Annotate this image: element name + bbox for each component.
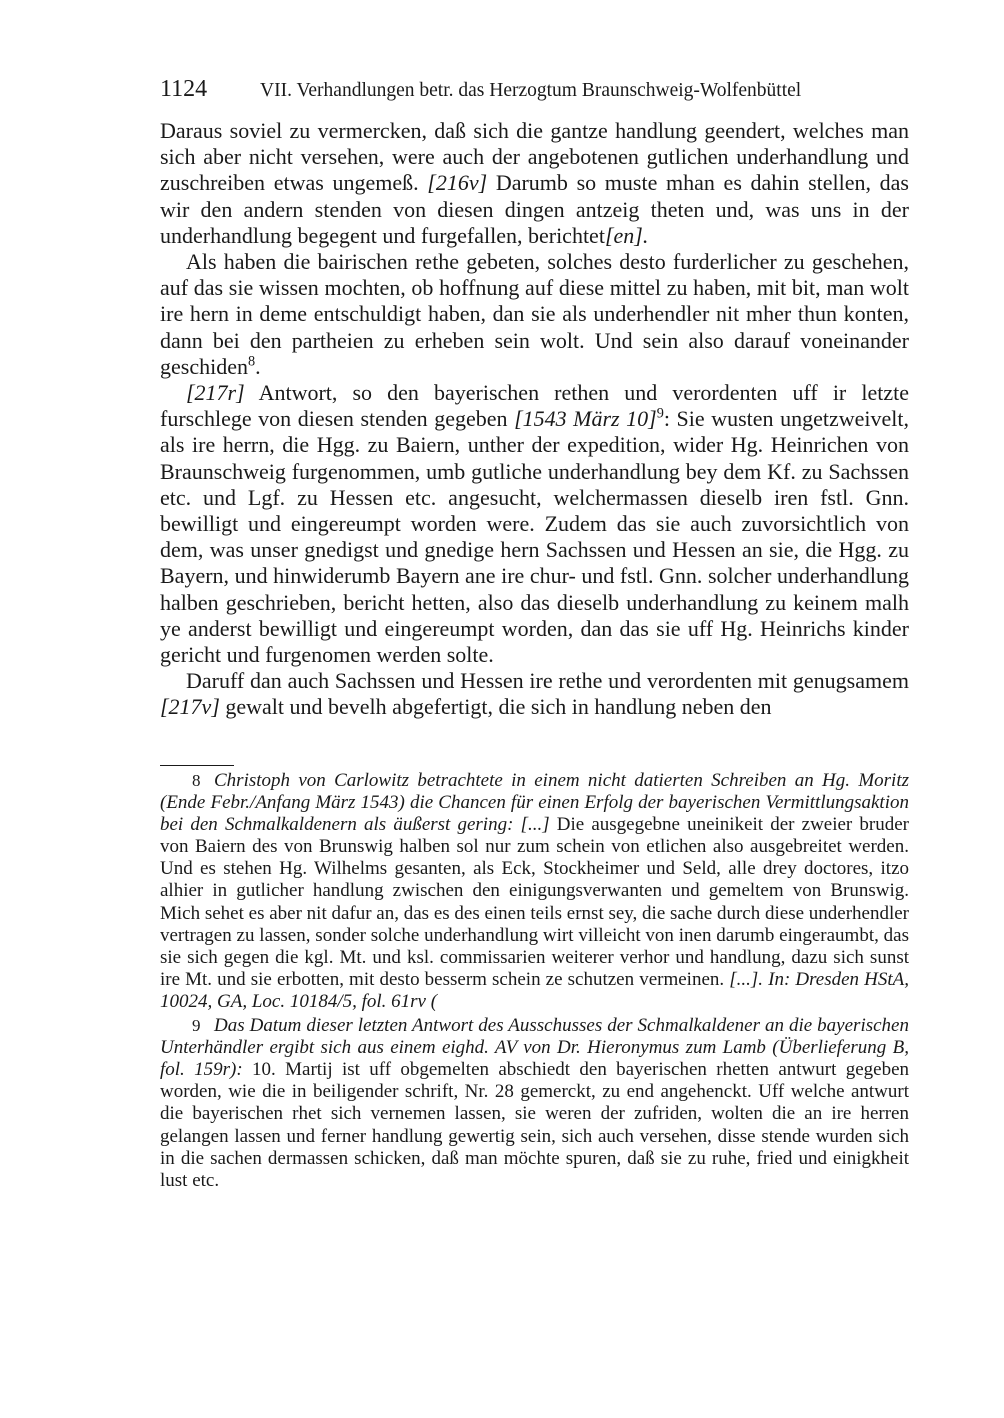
footnote-number: 9: [192, 1016, 201, 1036]
text-run: : Sie wusten ungetzweivelt, als ire herrn, die Hgg. zu Baiern, unther der expedition, wider Hg. Heinrichen von Braunschweig furgenommen, umb gutliche underhandlung bey dem Kf. zu Sachssen etc. und Lgf. zu Hessen etc. angesucht, welchermassen dieselb iren fstl. Gnn. bewilligt und eingereumpt worden were. Zudem das sie auch zuvorsichtlich von dem, was unser gnedigst und gnedige hern Sachssen und Hessen an sie, die Hgg. zu Bayern, und hinwiderumb Bayern ane ire chur- und fstl. Gnn. solcher underhandlung halben geschrieben, bericht hetten, also das dieselb underhandlung zu keinem malh ye anderst bewilligt und eingereumpt worden, dan das sie uff Hg. Heinrichs kinder gericht und furgenomen werden solte.: [160, 406, 909, 668]
italic-text: Christoph von Carlowitz betrachtete in einem nicht datierten Schreiben an Hg. Moritz (Ende Febr./Anfang März 1543) die Chancen für einen Erfolg der bayerischen Vermittlungsaktion bei den Schmalkaldenern als äußerst gering: [...]: [160, 770, 909, 836]
page-number: 1124: [160, 76, 208, 102]
text-run: .: [255, 353, 261, 379]
italic-text: [216v]: [427, 170, 488, 196]
italic-text: [en].: [604, 222, 649, 248]
text-run: 10. Martij ist uff obgemelten abschiedt den bayerischen rhetten antwurt gegeben worden, wie die in beiligender schrift, Nr. 28 gemerckt, zu end angehenckt. Uff welche antwurt die bayerischen rhet sich vernemen lassen, sie weren der zufriden, wolten die an ire herren gelangen lassen und ferner handlung gewertig sein, sich auch versehen, disse stende wurden sich in die sachen dermassen schicken, daß man möchte spuren, daß sie zu ruhe, fried und einigkheit lust etc.: [160, 1059, 910, 1191]
text-run: Antwort, so den bayerischen rethen und verordenten uff ir letzte furschlege von diesen stenden gegeben: [160, 380, 909, 432]
footnote: [160, 770, 909, 1013]
footnote-reference: 8: [247, 353, 256, 370]
text-run: Als haben die bairischen rethe gebeten, solches desto furderlicher zu geschehen, auf das sie wissen mochten, ob hoffnung auf diese mittel zu haben, mit bit, man wolt ire hern in deme entschuldigt haben, dan sie als underhendler nit mher thun konten, dann bei den partheien zu erheben sein wolt. Und sein also darauf voneinander geschiden: [160, 249, 909, 379]
running-header: [160, 74, 909, 106]
footnote-divider: [160, 765, 234, 766]
italic-text: [1543 März 10]: [514, 406, 657, 432]
footnotes: [160, 765, 909, 1194]
paragraph: [160, 668, 909, 720]
footnote-list: [160, 770, 909, 1192]
running-title: VII. Verhandlungen betr. das Herzogtum Braunschweig-Wolfenbüttel: [260, 80, 802, 101]
paragraph: [160, 118, 909, 249]
italic-text: [...]. In: Dresden HStA, 10024, GA, Loc. 10184/5, fol. 61rv (: [160, 968, 909, 1012]
text-run: Die ausgegebne uneinikeit der zweier bruder von Baiern des von Brunswig halben sol nur zum schein von etlichen also ausgebreitet werden. Und es stehen Hg. Wilhelms gesanten, als Eck, Stockheimer und Seld, alle drey doctores, itzo alhier in gutlicher handlung zwischen den einigungsverwanten und gemeltem von Brunswig. Mich sehet es aber nit dafur an, das es des einen teils ernst sey, die sache durch diese underhendler vertragen zu lassen, sonder solche underhandlung wirt villeicht von inen darumb eingeraumbt, das sie sich gegen die kgl. Mt. und ksl. commissarien weiterer verhor und handlung, dazu sich sunst ire Mt. und sie erbotten, mit desto besserm schein ze schutzen vermeinen.: [160, 814, 909, 990]
text-run: Darumb so muste mhan es dahin stellen, das wir den andern stenden von diesen dingen antzeig theten und, was uns in der underhandlung begegent und furgefallen, berichtet: [160, 170, 909, 248]
footnote-reference: 9: [656, 405, 664, 422]
paragraph: [160, 380, 909, 668]
text-run: gewalt und bevelh abgefertigt, die sich in handlung neben den: [219, 694, 772, 720]
paragraph: [160, 249, 909, 380]
main-text: [160, 118, 909, 721]
text-run: Daraus soviel zu vermercken, daß sich die gantze handlung geendert, welches man sich aber nicht versehen, were auch der angebotenen gutlichen underhandlung und zuschreiben etwas ungemeß.: [160, 118, 909, 196]
text-run: Daruff dan auch Sachssen und Hessen ire rethe und verordenten mit genugsamem: [186, 668, 909, 694]
footnote: [160, 1015, 909, 1192]
footnote-number: 8: [192, 771, 201, 790]
page-body: [160, 74, 909, 721]
italic-text: [217v]: [160, 694, 220, 720]
italic-text: [217r]: [186, 380, 245, 406]
italic-text: Das Datum dieser letzten Antwort des Ausschusses der Schmalkaldener an die bayerischen Unterhändler ergibt sich aus einem eighd. AV von Dr. Hieronymus zum Lamb (Überlieferung B, fol. 159r):: [160, 1015, 909, 1081]
